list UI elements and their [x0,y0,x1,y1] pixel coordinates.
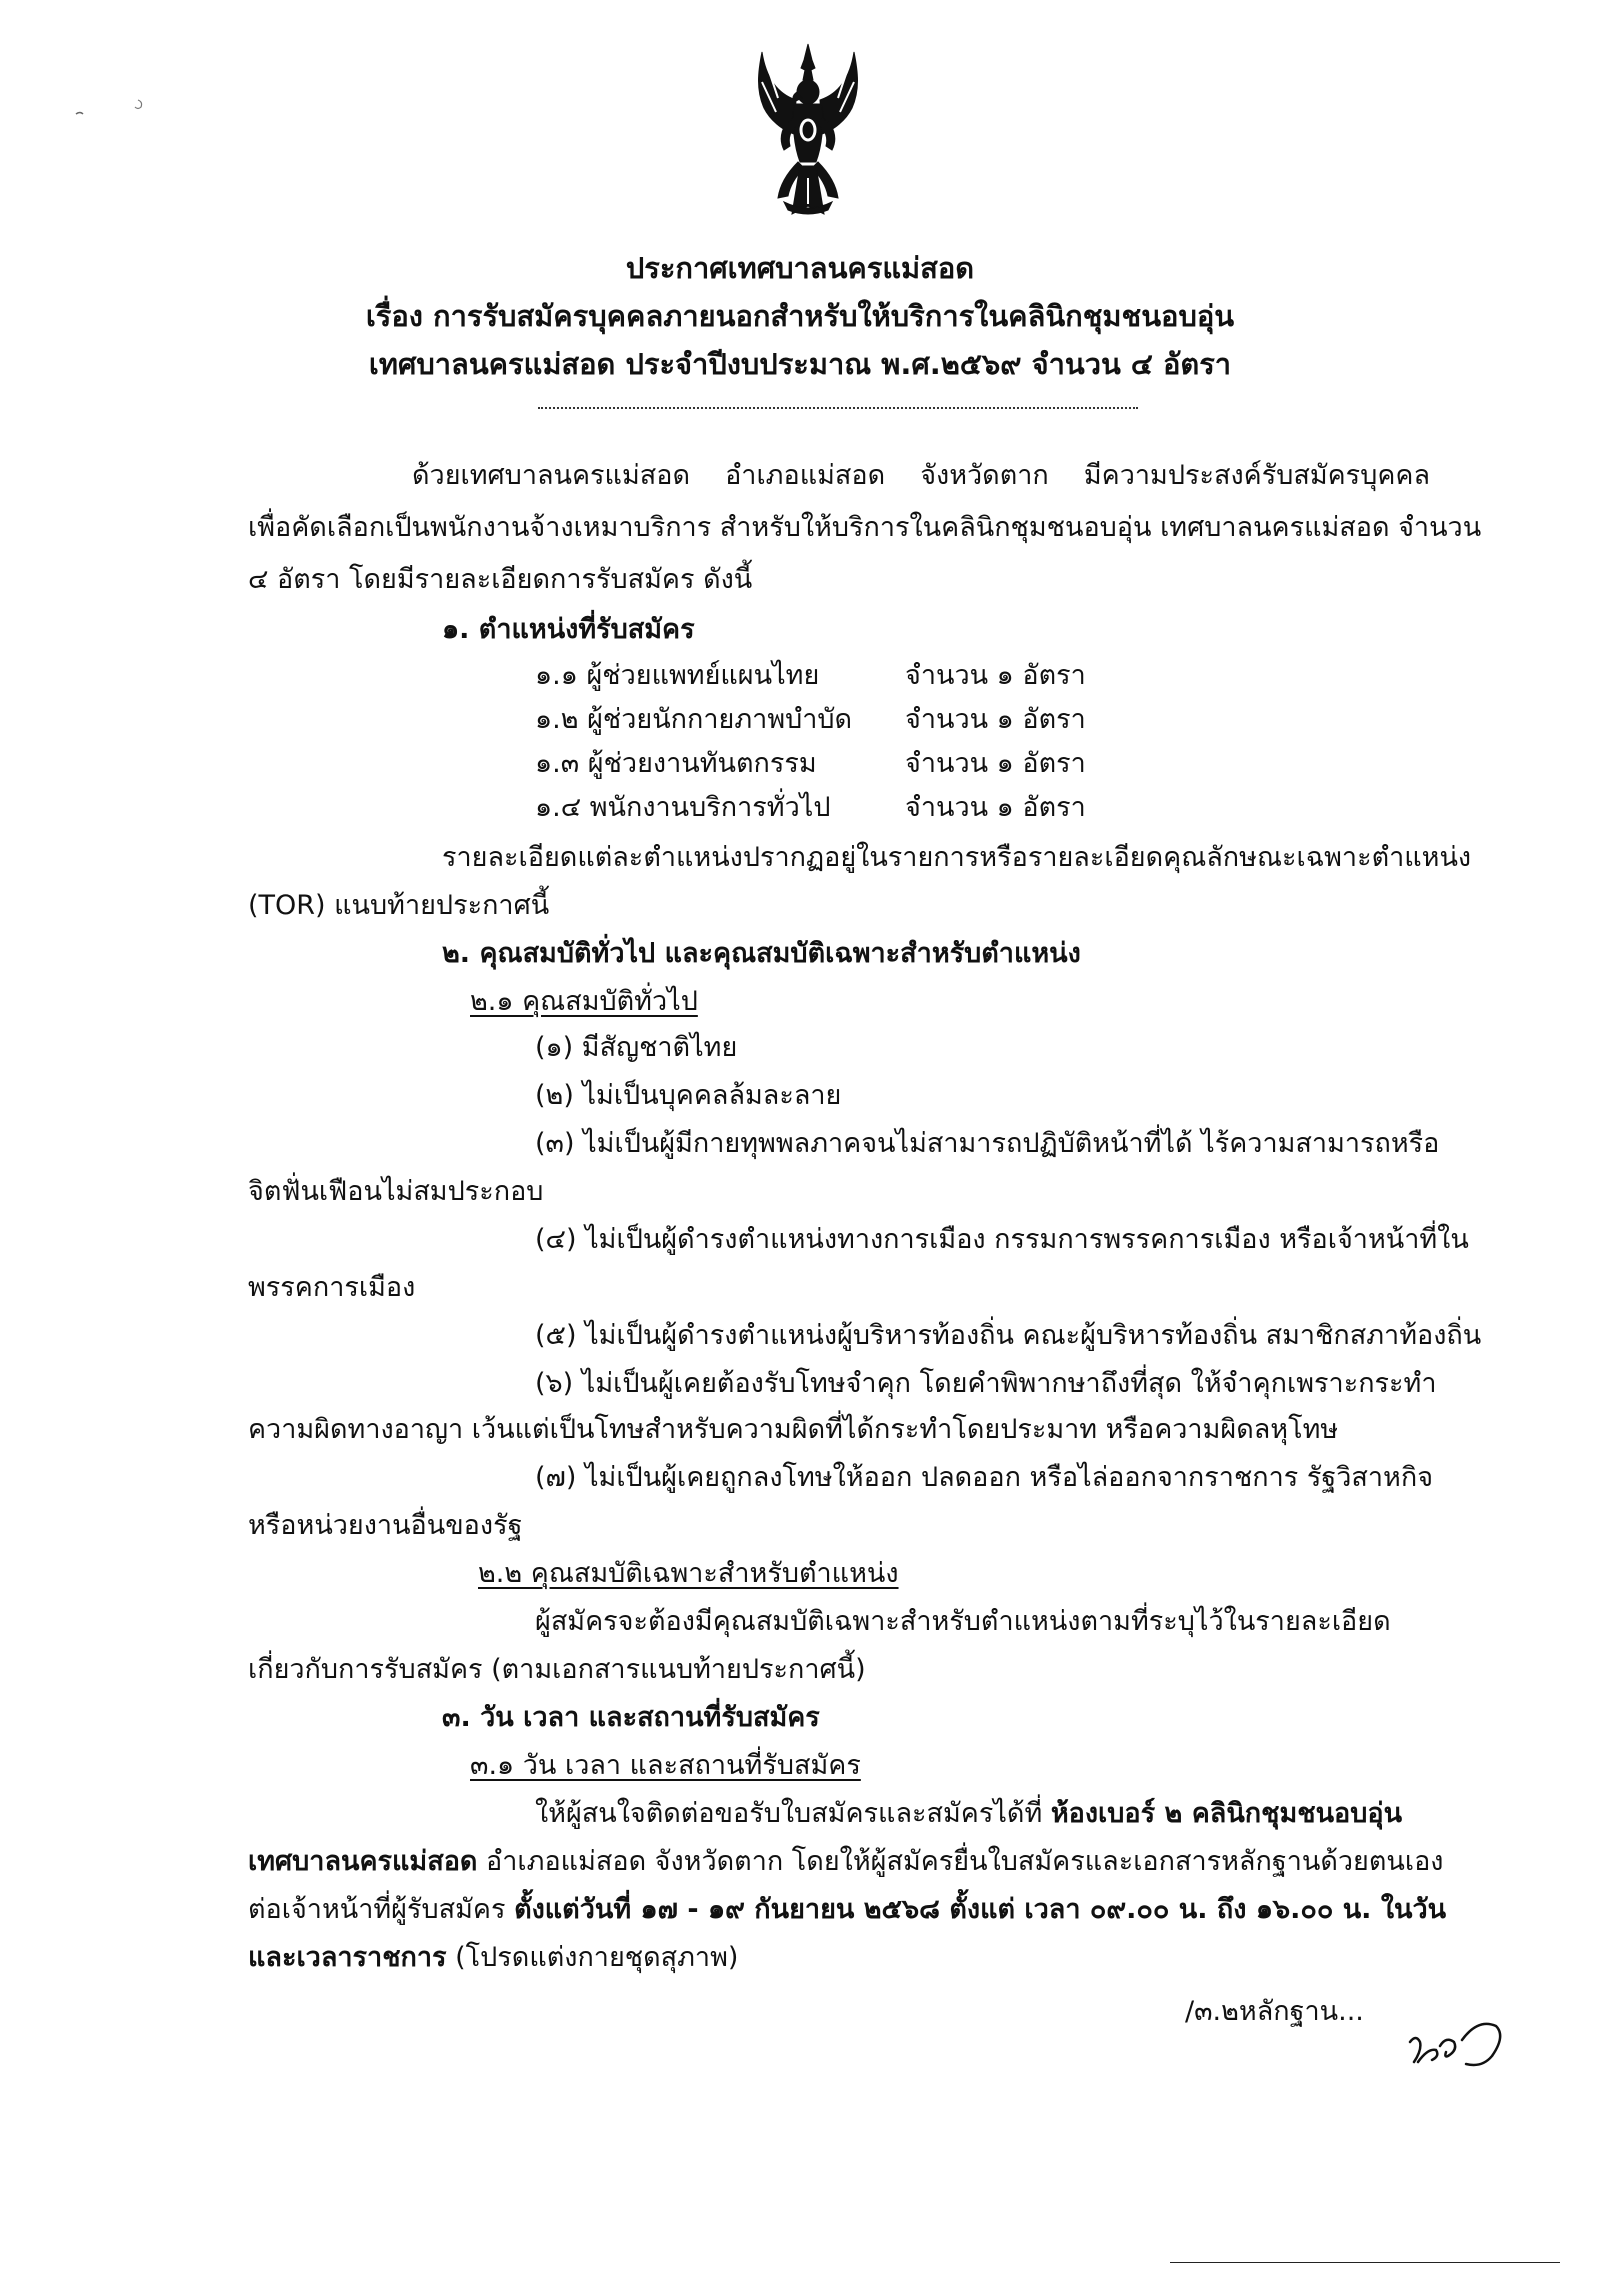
qualification-item-cont: หรือหน่วยงานอื่นของรัฐ [248,1510,523,1541]
intro-line-1: ด้วยเทศบาลนครแม่สอด อำเภอแม่สอด จังหวัดตาก มีความประสงค์รับสมัครบุคคล [412,460,1430,491]
intro-line-2: เพื่อคัดเลือกเป็นพนักงานจ้างเหมาบริการ สำหรับให้บริการในคลินิกชุมชนอบอุ่น เทศบาลนครแม่สอด จำนวน [248,512,1482,543]
application-text: ให้ผู้สนใจติดต่อขอรับใบสมัครและสมัครได้ที่ [535,1798,1051,1829]
application-dates: ตั้งแต่วันที่ ๑๗ - ๑๙ กันยายน ๒๕๖๘ ตั้งแต่ เวลา ๐๙.๐๐ น. ถึง ๑๖.๐๐ น. ในวัน [514,1894,1447,1925]
application-text: อำเภอแม่สอด จังหวัดตาก โดยให้ผู้สมัครยื่นใบสมัครและเอกสารหลักฐานด้วยตนเอง [477,1846,1444,1877]
application-org: เทศบาลนครแม่สอด [248,1846,478,1877]
section2-heading: ๒. คุณสมบัติทั่วไป และคุณสมบัติเฉพาะสำหรับตำแหน่ง [442,938,1081,969]
application-line-4 [248,1940,738,1976]
qualification-item-cont: ความผิดทางอาญา เว้นแต่เป็นโทษสำหรับความผิดที่ได้กระทำโดยประมาท หรือความผิดลหุโทษ [248,1414,1339,1445]
specific-qualification-line-2: เกี่ยวกับการรับสมัคร (ตามเอกสารแนบท้ายประกาศนี้) [248,1654,866,1685]
section3-heading: ๓. วัน เวลา และสถานที่รับสมัคร [442,1702,820,1733]
tor-detail-line-2: (TOR) แนบท้ายประกาศนี้ [248,890,550,921]
qualification-item: (๒) ไม่เป็นบุคคลล้มละลาย [535,1080,842,1111]
position-count: จำนวน ๑ อัตรา [905,792,1086,823]
scan-artifact-marks [70,92,160,132]
qualification-item-cont: จิตฟั่นเฟือนไม่สมประกอบ [248,1176,544,1207]
position-name: ๑.๑ ผู้ช่วยแพทย์แผนไทย [535,660,820,691]
qualification-item: (๓) ไม่เป็นผู้มีกายทุพพลภาคจนไม่สามารถปฏิบัติหน้าที่ได้ ไร้ความสามารถหรือ [535,1128,1440,1159]
announcement-subtitle: เทศบาลนครแม่สอด ประจำปีงบประมาณ พ.ศ.๒๕๖๙ จำนวน ๔ อัตรา [368,347,1232,381]
application-text: (โปรดแต่งกายชุดสุภาพ) [446,1942,739,1973]
position-count: จำนวน ๑ อัตรา [905,660,1086,691]
position-count: จำนวน ๑ อัตรา [905,748,1086,779]
announcement-title: ประกาศเทศบาลนครแม่สอด [625,251,975,285]
section2-1-heading: ๒.๑ คุณสมบัติทั่วไป [470,986,698,1017]
application-line-2 [248,1844,1443,1880]
application-location: ห้องเบอร์ ๒ คลินิกชุมชนอบอุ่น [1050,1798,1403,1829]
position-count: จำนวน ๑ อัตรา [905,704,1086,735]
tor-detail-line-1: รายละเอียดแต่ละตำแหน่งปรากฏอยู่ในรายการหรือรายละเอียดคุณลักษณะเฉพาะตำแหน่ง [442,842,1472,873]
application-line-1 [535,1796,1402,1832]
qualification-item: (๗) ไม่เป็นผู้เคยถูกลงโทษให้ออก ปลดออก หรือไล่ออกจากราชการ รัฐวิสาหกิจ [535,1462,1434,1493]
position-name: ๑.๓ ผู้ช่วยงานทันตกรรม [535,748,817,779]
announcement-subject: เรื่อง การรับสมัครบุคคลภายนอกสำหรับให้บริการในคลินิกชุมชนอบอุ่น [365,299,1235,333]
section1-heading: ๑. ตำแหน่งที่รับสมัคร [442,614,695,645]
qualification-item: (๔) ไม่เป็นผู้ดำรงตำแหน่งทางการเมือง กรรมการพรรคการเมือง หรือเจ้าหน้าที่ใน [535,1224,1469,1255]
application-text: ต่อเจ้าหน้าที่ผู้รับสมัคร [248,1894,515,1925]
garuda-emblem-icon [748,38,868,238]
section2-2-heading: ๒.๒ คุณสมบัติเฉพาะสำหรับตำแหน่ง [478,1558,899,1589]
application-hours: และเวลาราชการ [248,1942,447,1973]
application-line-3 [248,1892,1446,1928]
position-name: ๑.๔ พนักงานบริการทั่วไป [535,792,831,823]
qualification-item: (๕) ไม่เป็นผู้ดำรงตำแหน่งผู้บริหารท้องถิ่น คณะผู้บริหารท้องถิ่น สมาชิกสภาท้องถิ่น [535,1320,1482,1351]
signature-initials-icon [1400,2000,1540,2080]
qualification-item: (๑) มีสัญชาติไทย [535,1032,738,1063]
continuation-marker: /๓.๒หลักฐาน... [1185,1996,1364,2027]
specific-qualification-line-1: ผู้สมัครจะต้องมีคุณสมบัติเฉพาะสำหรับตำแหน่งตามที่ระบุไว้ในรายละเอียด [535,1606,1391,1637]
footer-rule [1170,2262,1560,2263]
intro-line-3: ๔ อัตรา โดยมีรายละเอียดการรับสมัคร ดังนี้ [248,564,753,595]
title-divider [538,407,1138,409]
section3-1-heading: ๓.๑ วัน เวลา และสถานที่รับสมัคร [470,1750,861,1781]
qualification-item: (๖) ไม่เป็นผู้เคยต้องรับโทษจำคุก โดยคำพิพากษาถึงที่สุด ให้จำคุกเพราะกระทำ [535,1368,1437,1399]
position-name: ๑.๒ ผู้ช่วยนักกายภาพบำบัด [535,704,853,735]
qualification-item-cont: พรรคการเมือง [248,1272,416,1303]
